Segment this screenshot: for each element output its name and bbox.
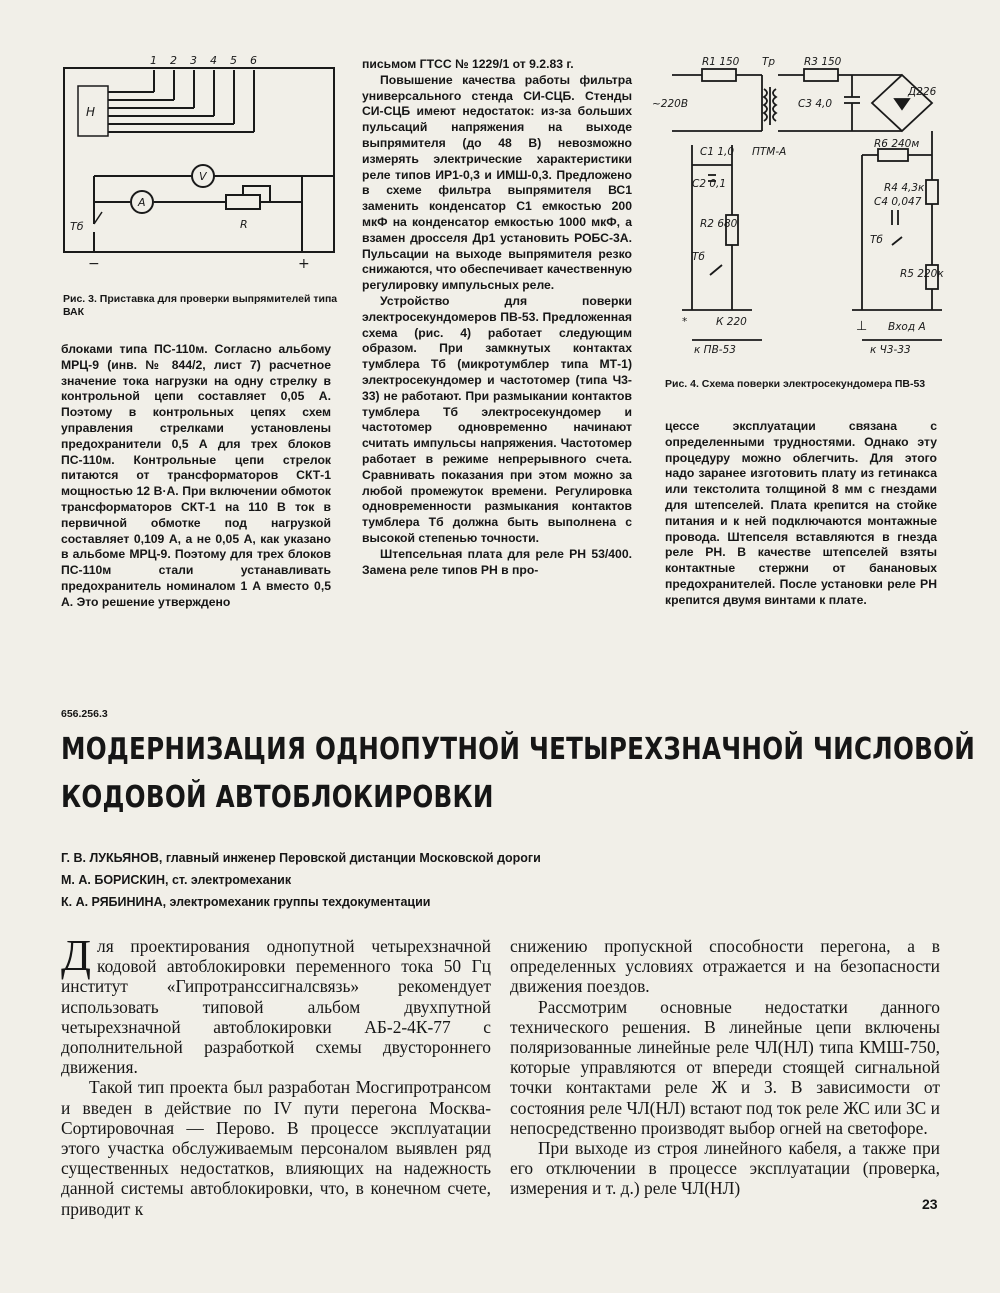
- fig3-switch-label: Тб: [70, 220, 84, 233]
- fig4-c1-label: С1 1,0: [700, 146, 735, 158]
- fig4-star-label: *: [682, 316, 688, 328]
- fig3-terminal-6: 6: [250, 54, 257, 67]
- article-left-column: [61, 931, 491, 1219]
- article-right-p3: При выходе из строя линейного кабеля, а также при его отключении в процессе эксплуатации (проверка, измерения и т. д.) реле ЧЛ(НЛ): [510, 1138, 940, 1199]
- fig4-supply-label: ~220В: [652, 98, 689, 110]
- col2-p3-lead: Устройство для поверки электросекундомеров ПВ-53.: [362, 293, 632, 324]
- fig4-input-label: Вход А: [888, 321, 926, 333]
- column-1: [61, 342, 331, 611]
- article-right-p2: Рассмотрим основные недостатки данного технического решения. В линейные цепи включены поляризованные линейные реле ЧЛ(НЛ) типа КМШ-750, которые управляются от впереди стоящей сигнальной точки контактами реле Ж и З. В зависимости от состояния реле ЧЛ(НЛ) встают под ток реле ЖС или ЗС и непосредственно производят выбор огней на светофоре.: [510, 996, 940, 1138]
- col2-p2-lead: Повышение качества работы фильтра универсального стенда СИ-СЦБ.: [362, 72, 632, 103]
- article-left-p2: Такой тип проекта был разработан Мосгипротрансом и введен в действие по IV пути перегона Москва-Сортировочная — Перово. В процессе эксплуатации этого участка обслуживаемым персоналом выявлен ряд существенных недостатков, влияющих на надежность данной системы автоблокировки, что, в конечном счете, приводит к: [61, 1077, 491, 1219]
- col2-p3-text: Предложенная схема (рис. 4) работает следующим образом. При замкнутых контактах тумблера Тб (микротумблер типа МТ-1) электросекундомер и частотомер (типа Ч3-33) не работают. При размыкании контактов тумблера Тб электросекундомер и частотомер одновременно начинают считать импульсы напряжения. Частотомер работает в режиме непрерывного счета. Сравнивать показания при этом можно за любой промежуток времени. Регулировка одновременности размыкания контактов тумблера Тб должна быть выполнена с высокой степенью точности.: [362, 309, 632, 545]
- fig4-k220-label: К 220: [716, 316, 747, 328]
- fig4-kch-label: к Ч3-33: [870, 344, 911, 356]
- figure-4-schematic: [652, 55, 952, 360]
- fig4-tb2-label: Тб: [870, 234, 883, 246]
- fig3-terminal-3: 3: [190, 54, 197, 67]
- fig4-r4-label: R4 4,3к: [884, 182, 925, 194]
- article-right-column: [510, 936, 940, 1199]
- fig4-tb1-label: Тб: [692, 251, 705, 263]
- figure-3-caption: Рис. 3. Приставка для проверки выпрямителей типа ВАК: [63, 293, 338, 318]
- fig4-r6-label: R6 240м: [874, 138, 920, 150]
- column-3: [665, 419, 937, 609]
- fig4-diode-label: Д226: [908, 86, 937, 98]
- fig4-c3-label: С3 4,0: [798, 98, 833, 110]
- fig4-r3-label: R3 150: [804, 56, 842, 68]
- author-2: М. А. БОРИСКИН, ст. электромеханик: [61, 873, 292, 887]
- col2-p1: письмом ГТСС № 1229/1 от 9.2.83 г.: [362, 57, 574, 71]
- author-3: К. А. РЯБИНИНА, электромеханик группы техдокументации: [61, 895, 431, 909]
- fig4-transformer-label: Тр: [762, 56, 776, 68]
- page-number: 23: [922, 1196, 938, 1212]
- fig3-plus-label: +: [298, 256, 310, 272]
- fig3-terminal-5: 5: [230, 54, 237, 67]
- fig4-kpv-label: к ПВ-53: [694, 344, 736, 356]
- article-left-p1: ля проектирования однопутной четырехзначной кодовой автоблокировки переменного тока 50 Гц институт «Гипротранссигналсвязь» рекомендует использовать типовой альбом двухпутной четырехзначной автоблокировки АБ-2-4К-77 с дополнительной разработкой схемы двустороннего движения.: [61, 936, 491, 1078]
- fig3-outer-frame: [64, 68, 334, 252]
- fig3-label-h: Н: [86, 105, 96, 119]
- udc-code: 656.256.3: [61, 708, 108, 720]
- fig4-c2-label: С2 0,1: [692, 178, 727, 190]
- fig4-c4-label: С4 0,047: [874, 196, 922, 208]
- col2-p4-lead: Штепсельная плата для реле РН 53/400.: [380, 546, 632, 561]
- article-title-line-1: МОДЕРНИЗАЦИЯ ОДНОПУТНОЙ ЧЕТЫРЕХЗНАЧНОЙ ЧИСЛОВОЙ: [61, 732, 976, 767]
- col2-p4-text: Замена реле типов РН в про-: [362, 562, 539, 577]
- col1-text: типа ПС-110м. Согласно альбому МРЦ-9 (инв. № 844/2, лист 7) расчетное значение тока нагрузки на одну стрелку в контрольной цепи составляет 0,05 А. Поэтому в контрольных цепях схем управления стрелками установлены предохранители 0,5 А для трех блоков ПС-110м. Контрольные цепи стрелок питаются от трансформаторов СКТ-1 мощностью 12 В·А. При включении обмоток трансформаторов СКТ-1 на 110 В ток в первичной обмотке под нагрузкой составляет 0,109 А, а не 0,05 А, как указано в альбоме МРЦ-9. Поэтому для трех блоков ПС-110м стали устанавливать предохранитель номиналом 1 А вместо 0,5 А. Это решение утверждено: [61, 342, 331, 609]
- fig4-r2-label: R2 680: [700, 218, 738, 230]
- fig3-ammeter-label: A: [138, 196, 146, 209]
- fig4-ground-label: ⊥: [856, 319, 868, 334]
- fig3-resistor-label: R: [240, 218, 248, 231]
- col3-text: цессе эксплуатации связана с определенными трудностями. Однако эту процедуру можно облегчить. Для этого надо заранее изготовить плату из гетинакса или текстолита толщиной 8 мм с гнездами для штепселей. Плата крепится на стойке питания и к ней подключаются монтажные провода. Штепселя вставляются в гнезда реле РН. В качестве штепселей взяты контактные стержни от банановых предохранителей. После установки реле РН крепится двумя винтами к плате.: [665, 419, 937, 607]
- fig3-terminal-1: 1: [150, 54, 157, 67]
- author-1: Г. В. ЛУКЬЯНОВ, главный инженер Перовской дистанции Московской дороги: [61, 851, 541, 865]
- figure-3-schematic: [58, 52, 348, 277]
- col1-lead: блоками: [61, 342, 113, 356]
- figure-4-caption: Рис. 4. Схема поверки электросекундомера ПВ-53: [665, 378, 926, 390]
- fig4-ptm-label: ПТМ-А: [752, 146, 787, 158]
- drop-cap: Д: [61, 931, 92, 980]
- col2-p2-text: Стенды СИ-СЦБ имеют недостаток: из-за больших пульсаций напряжения на выходе выпрямителя (до 48 В) невозможно измерять электрические характеристики реле типов ИР1-0,3 и ИМШ-0,3. Предложено в схеме фильтра выпрямителя ВС1 заменить конденсатор С1 емкостью 200 мкФ на конденсатор емкостью 1000 мкФ, а взамен дросселя Др1 установить РОБС-3А. Пульсации на выходе выпрямителя резко снижаются, что обеспечивает качественную регулировку импульсных реле.: [362, 88, 632, 293]
- fig3-voltmeter-label: V: [199, 170, 207, 183]
- fig4-r1-label: R1 150: [702, 56, 740, 68]
- fig4-r5-label: R5 220к: [900, 268, 944, 280]
- fig3-terminal-2: 2: [170, 54, 177, 67]
- article-title-line-2: КОДОВОЙ АВТОБЛОКИРОВКИ: [61, 780, 494, 815]
- fig3-terminal-4: 4: [210, 54, 217, 67]
- article-right-p1: снижению пропускной способности перегона, а в определенных условиях отражается и на безопасности движения поездов.: [510, 936, 940, 997]
- fig3-minus-label: −: [88, 256, 100, 272]
- column-2: [362, 57, 632, 578]
